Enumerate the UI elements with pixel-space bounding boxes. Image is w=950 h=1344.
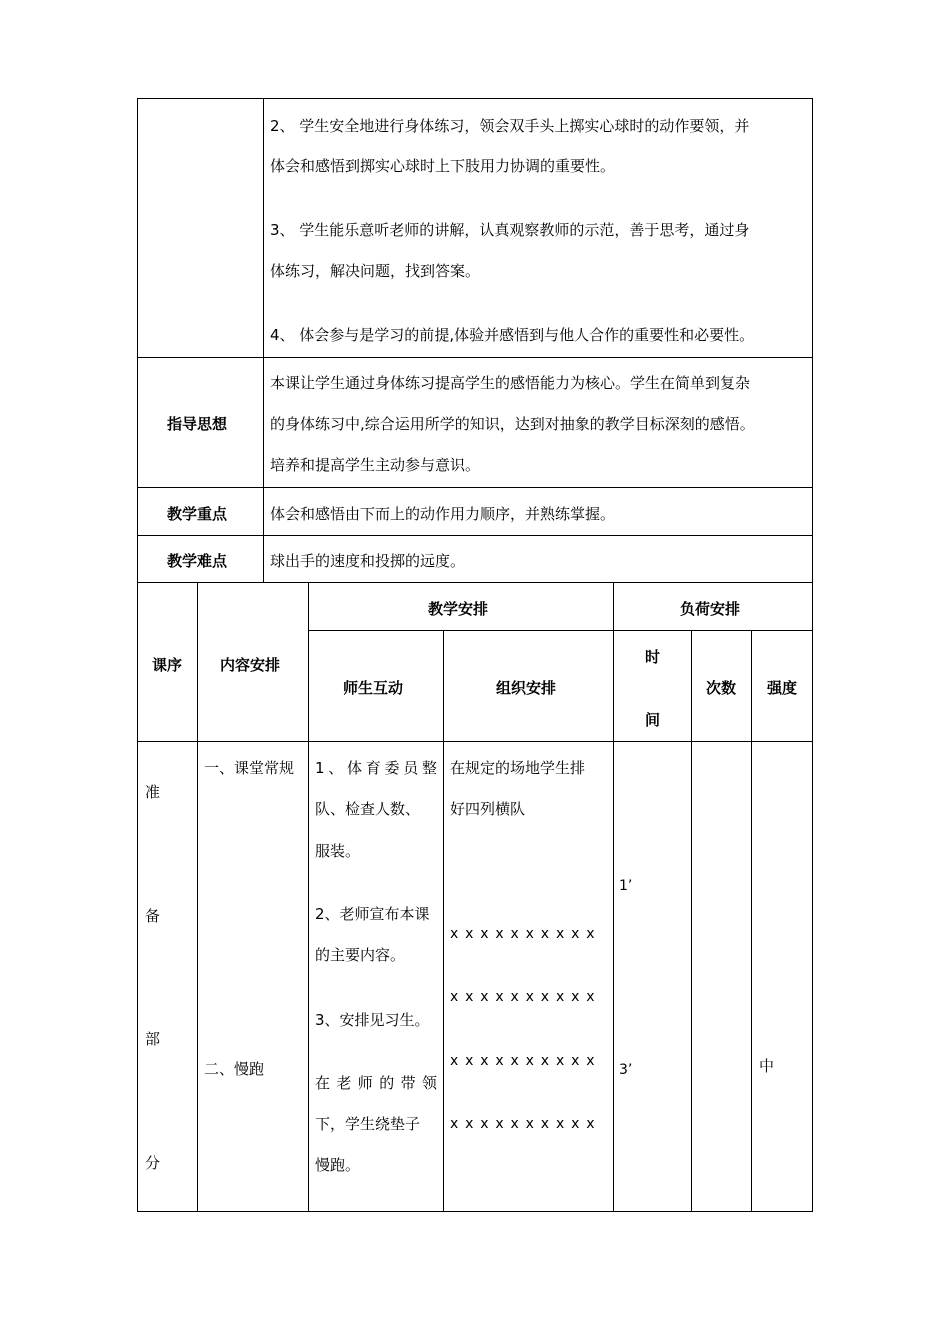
interaction-line-9: 慢跑。 (315, 1156, 361, 1174)
order-char-3: 部 (145, 1030, 161, 1048)
guiding-label: 指导思想 (167, 415, 228, 433)
order-char-2: 备 (145, 907, 161, 925)
formation-row-2: x x x x x x x x x x (450, 989, 596, 1005)
interaction-line-3: 服装。 (315, 842, 361, 860)
formation-row-1: x x x x x x x x x x (450, 926, 596, 942)
guiding-line-2: 的身体练习中,综合运用所学的知识，达到对抽象的教学目标深刻的感悟。 (270, 415, 755, 433)
time-value-2: 3’ (619, 1062, 633, 1078)
row-sep-keypoint (137, 535, 813, 536)
label-column-divider (263, 98, 264, 583)
header-time-2: 间 (645, 711, 661, 729)
header-interaction: 师生互动 (343, 679, 404, 697)
intensity-value: 中 (759, 1057, 775, 1075)
col-line-time (691, 630, 692, 1212)
interaction-line-1: 1、体育委员整 (315, 759, 437, 777)
interaction-line-7: 在老师的带领 (315, 1074, 437, 1092)
objective-3-line-1: 3、 学生能乐意听老师的讲解，认真观察教师的示范，善于思考，通过身 (270, 221, 750, 239)
header-bottom-line (137, 741, 813, 742)
header-organization: 组织安排 (496, 679, 557, 697)
col-line-interaction (443, 630, 444, 1212)
header-intensity: 强度 (767, 679, 798, 697)
header-count: 次数 (706, 679, 737, 697)
col-line-organization (613, 582, 614, 1212)
time-value-1: 1’ (619, 878, 633, 894)
header-order: 课序 (152, 656, 183, 674)
row-sep-difficulty (137, 582, 813, 583)
content-item-1: 一、课堂常规 (204, 759, 295, 777)
formation-row-3: x x x x x x x x x x (450, 1053, 596, 1069)
difficulty-text: 球出手的速度和投掷的远度。 (270, 552, 466, 570)
organization-line-1: 在规定的场地学生排 (450, 759, 586, 777)
header-teaching: 教学安排 (428, 600, 489, 618)
table-border-bottom (137, 1211, 813, 1212)
col-line-content (308, 582, 309, 1212)
table-border-right (812, 98, 813, 1212)
key-point-text: 体会和感悟由下而上的动作用力顺序，并熟练掌握。 (270, 505, 616, 523)
header-time-1: 时 (645, 648, 661, 666)
difficulty-label: 教学难点 (167, 552, 228, 570)
key-point-label: 教学重点 (167, 505, 228, 523)
interaction-line-4: 2、老师宣布本课 (315, 905, 430, 923)
guiding-line-3: 培养和提高学生主动参与意识。 (270, 456, 481, 474)
objective-4-line-1: 4、 体会参与是学习的前提,体验并感悟到与他人合作的重要性和必要性。 (270, 326, 755, 344)
guiding-line-1: 本课让学生通过身体练习提高学生的感悟能力为核心。学生在简单到复杂 (270, 374, 751, 392)
col-line-count (751, 630, 752, 1212)
header-load: 负荷安排 (680, 600, 741, 618)
col-line-order (197, 582, 198, 1212)
objective-2-line-1: 2、 学生安全地进行身体练习，领会双手头上掷实心球时的动作要领，并 (270, 117, 750, 135)
interaction-line-6: 3、安排见习生。 (315, 1011, 430, 1029)
row-sep-objectives (137, 357, 813, 358)
table-border-top (137, 98, 813, 99)
table-border-left (137, 98, 138, 1212)
interaction-line-2: 队、检查人数、 (315, 800, 421, 818)
header-content: 内容安排 (220, 656, 281, 674)
objective-2-line-2: 体会和感悟到掷实心球时上下肢用力协调的重要性。 (270, 157, 616, 175)
objective-3-line-2: 体练习，解决问题，找到答案。 (270, 262, 481, 280)
interaction-line-5: 的主要内容。 (315, 946, 406, 964)
order-char-4: 分 (145, 1154, 161, 1172)
header-subrow-line (308, 630, 813, 631)
interaction-line-8: 下，学生绕垫子 (315, 1115, 421, 1133)
row-sep-guiding (137, 487, 813, 488)
order-char-1: 准 (145, 783, 161, 801)
formation-row-4: x x x x x x x x x x (450, 1116, 596, 1132)
content-item-2: 二、慢跑 (204, 1060, 265, 1078)
organization-line-2: 好四列横队 (450, 800, 526, 818)
